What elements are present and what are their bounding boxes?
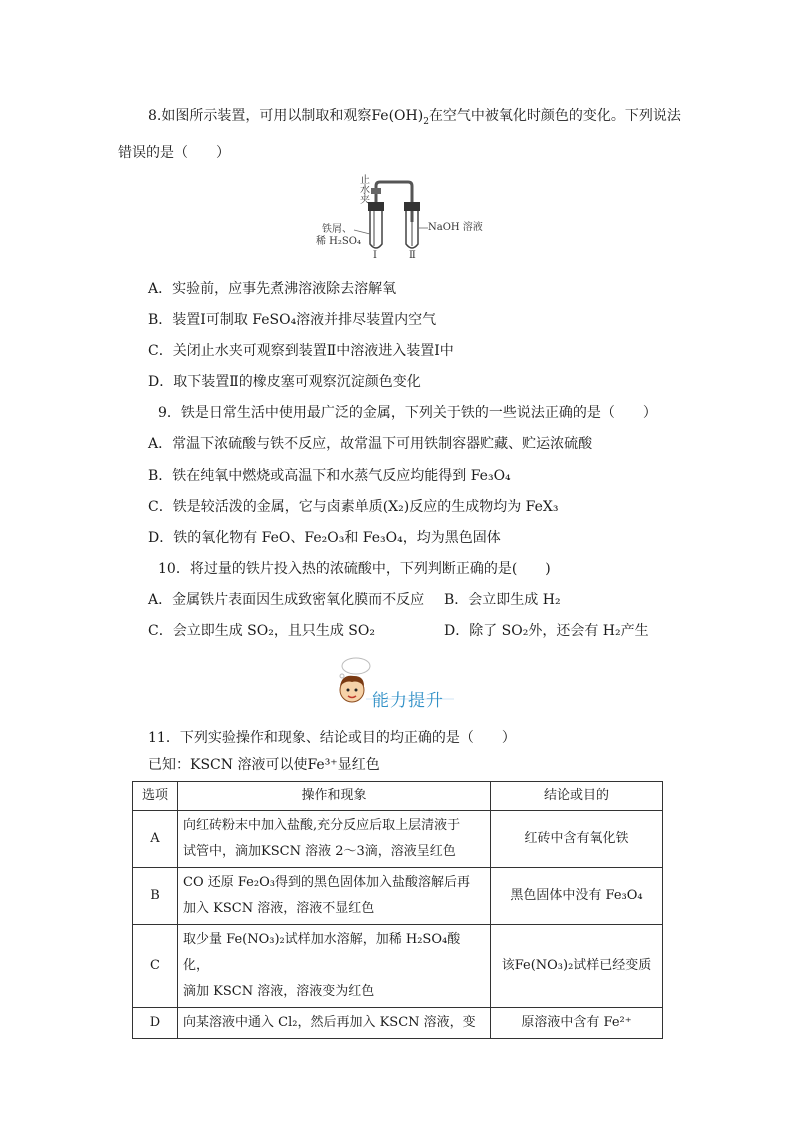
q8-option-a: A．实验前，应事先煮沸溶液除去溶解氧 [148,281,397,297]
q8-option-b: B．装置Ⅰ可制取 FeSO₄溶液并排尽装置内空气 [148,312,437,328]
header-option: 选项 [133,782,178,811]
header-conclusion: 结论或目的 [491,782,663,811]
right-label: NaOH 溶液 [428,222,483,233]
q9-option-a: A．常温下浓硫酸与铁不反应，故常温下可用铁制容器贮藏、贮运浓硫酸 [148,436,593,452]
header-operation: 操作和现象 [178,782,491,811]
operation-line: 加入 KSCN 溶液，溶液不显红色 [183,901,375,916]
row-option: C [133,925,178,1008]
q9-option-c: C．铁是较活泼的金属，它与卤素单质(X₂)反应的生成物均为 FeX₃ [148,499,559,515]
q11-stem: 11．下列实验操作和现象、结论或目的均正确的是（ ） [148,730,516,746]
operation-line: 向某溶液中通入 Cl₂，然后再加入 KSCN 溶液，变 [183,1015,476,1030]
left-label-2: 稀 H₂SO₄ [316,236,361,247]
row-operation [178,925,491,1008]
row-operation [178,1008,491,1039]
table-row [133,1008,663,1039]
tube-2-label: Ⅱ [409,250,416,261]
operation-line: CO 还原 Fe₂O₃得到的黑色固体加入盐酸溶解后再 [183,875,470,890]
row-conclusion: 红砖中含有氧化铁 [491,811,663,868]
table-header-row [133,782,663,811]
row-option: B [133,868,178,925]
row-conclusion: 该Fe(NO₃)₂试样已经变质 [491,925,663,1008]
tube-1-label: Ⅰ [373,250,377,261]
section-title: 能力提升 [372,691,444,711]
row-operation [178,868,491,925]
q10-option-b: B．会立即生成 H₂ [444,592,561,608]
q9-stem: 9．铁是日常生活中使用最广泛的金属，下列关于铁的一些说法正确的是（ ） [158,405,657,421]
operation-line: 向红砖粉末中加入盐酸,充分反应后取上层清液于 [183,818,461,833]
table-row [133,925,663,1008]
experiment-table [132,781,663,1039]
table-row [133,811,663,868]
q10-option-d: D．除了 SO₂外，还会有 H₂产生 [444,623,649,639]
q8-stem-line2: 错误的是（ ） [118,145,230,161]
operation-line: 取少量 Fe(NO₃)₂试样加水溶解，加稀 H₂SO₄酸化， [183,932,461,973]
row-option: A [133,811,178,868]
q11-known: 已知：KSCN 溶液可以使Fe³⁺显红色 [148,757,380,773]
apparatus-figure [316,172,484,262]
q10-option-a: A．金属铁片表面因生成致密氧化膜而不反应 [148,592,425,608]
apparatus-drawing [316,172,484,262]
table-row [133,868,663,925]
q8-option-d: D．取下装置Ⅱ的橡皮塞可观察沉淀颜色变化 [148,374,421,390]
q10-option-c: C．会立即生成 SO₂，且只生成 SO₂ [148,623,375,639]
row-option: D [133,1008,178,1039]
left-label-1: 铁屑、 [322,224,352,235]
q8-option-c: C．关闭止水夹可观察到装置Ⅱ中溶液进入装置Ⅰ中 [148,343,454,359]
clamp-label: 止水夹 [360,175,370,206]
operation-line: 试管中，滴加KSCN 溶液 2～3滴，溶液呈红色 [183,844,456,859]
row-conclusion: 黑色固体中没有 Fe₃O₄ [491,868,663,925]
q8-stem-line1: 8.如图所示装置，可用以制取和观察$Fe(OH)_2$在空气中被氧化时颜色的变化。下列说法 [148,108,681,127]
operation-line: 滴加 KSCN 溶液，溶液变为红色 [183,984,375,999]
q9-option-b: B．铁在纯氧中燃烧或高温下和水蒸气反应均能得到 Fe₃O₄ [148,468,511,484]
row-operation [178,811,491,868]
q10-stem: 10．将过量的铁片投入热的浓硫酸中，下列判断正确的是( ) [158,561,551,577]
q9-option-d: D．铁的氧化物有 FeO、Fe₂O₃和 Fe₃O₄，均为黑色固体 [148,530,501,546]
row-conclusion: 原溶液中含有 Fe²⁺ [491,1008,663,1039]
